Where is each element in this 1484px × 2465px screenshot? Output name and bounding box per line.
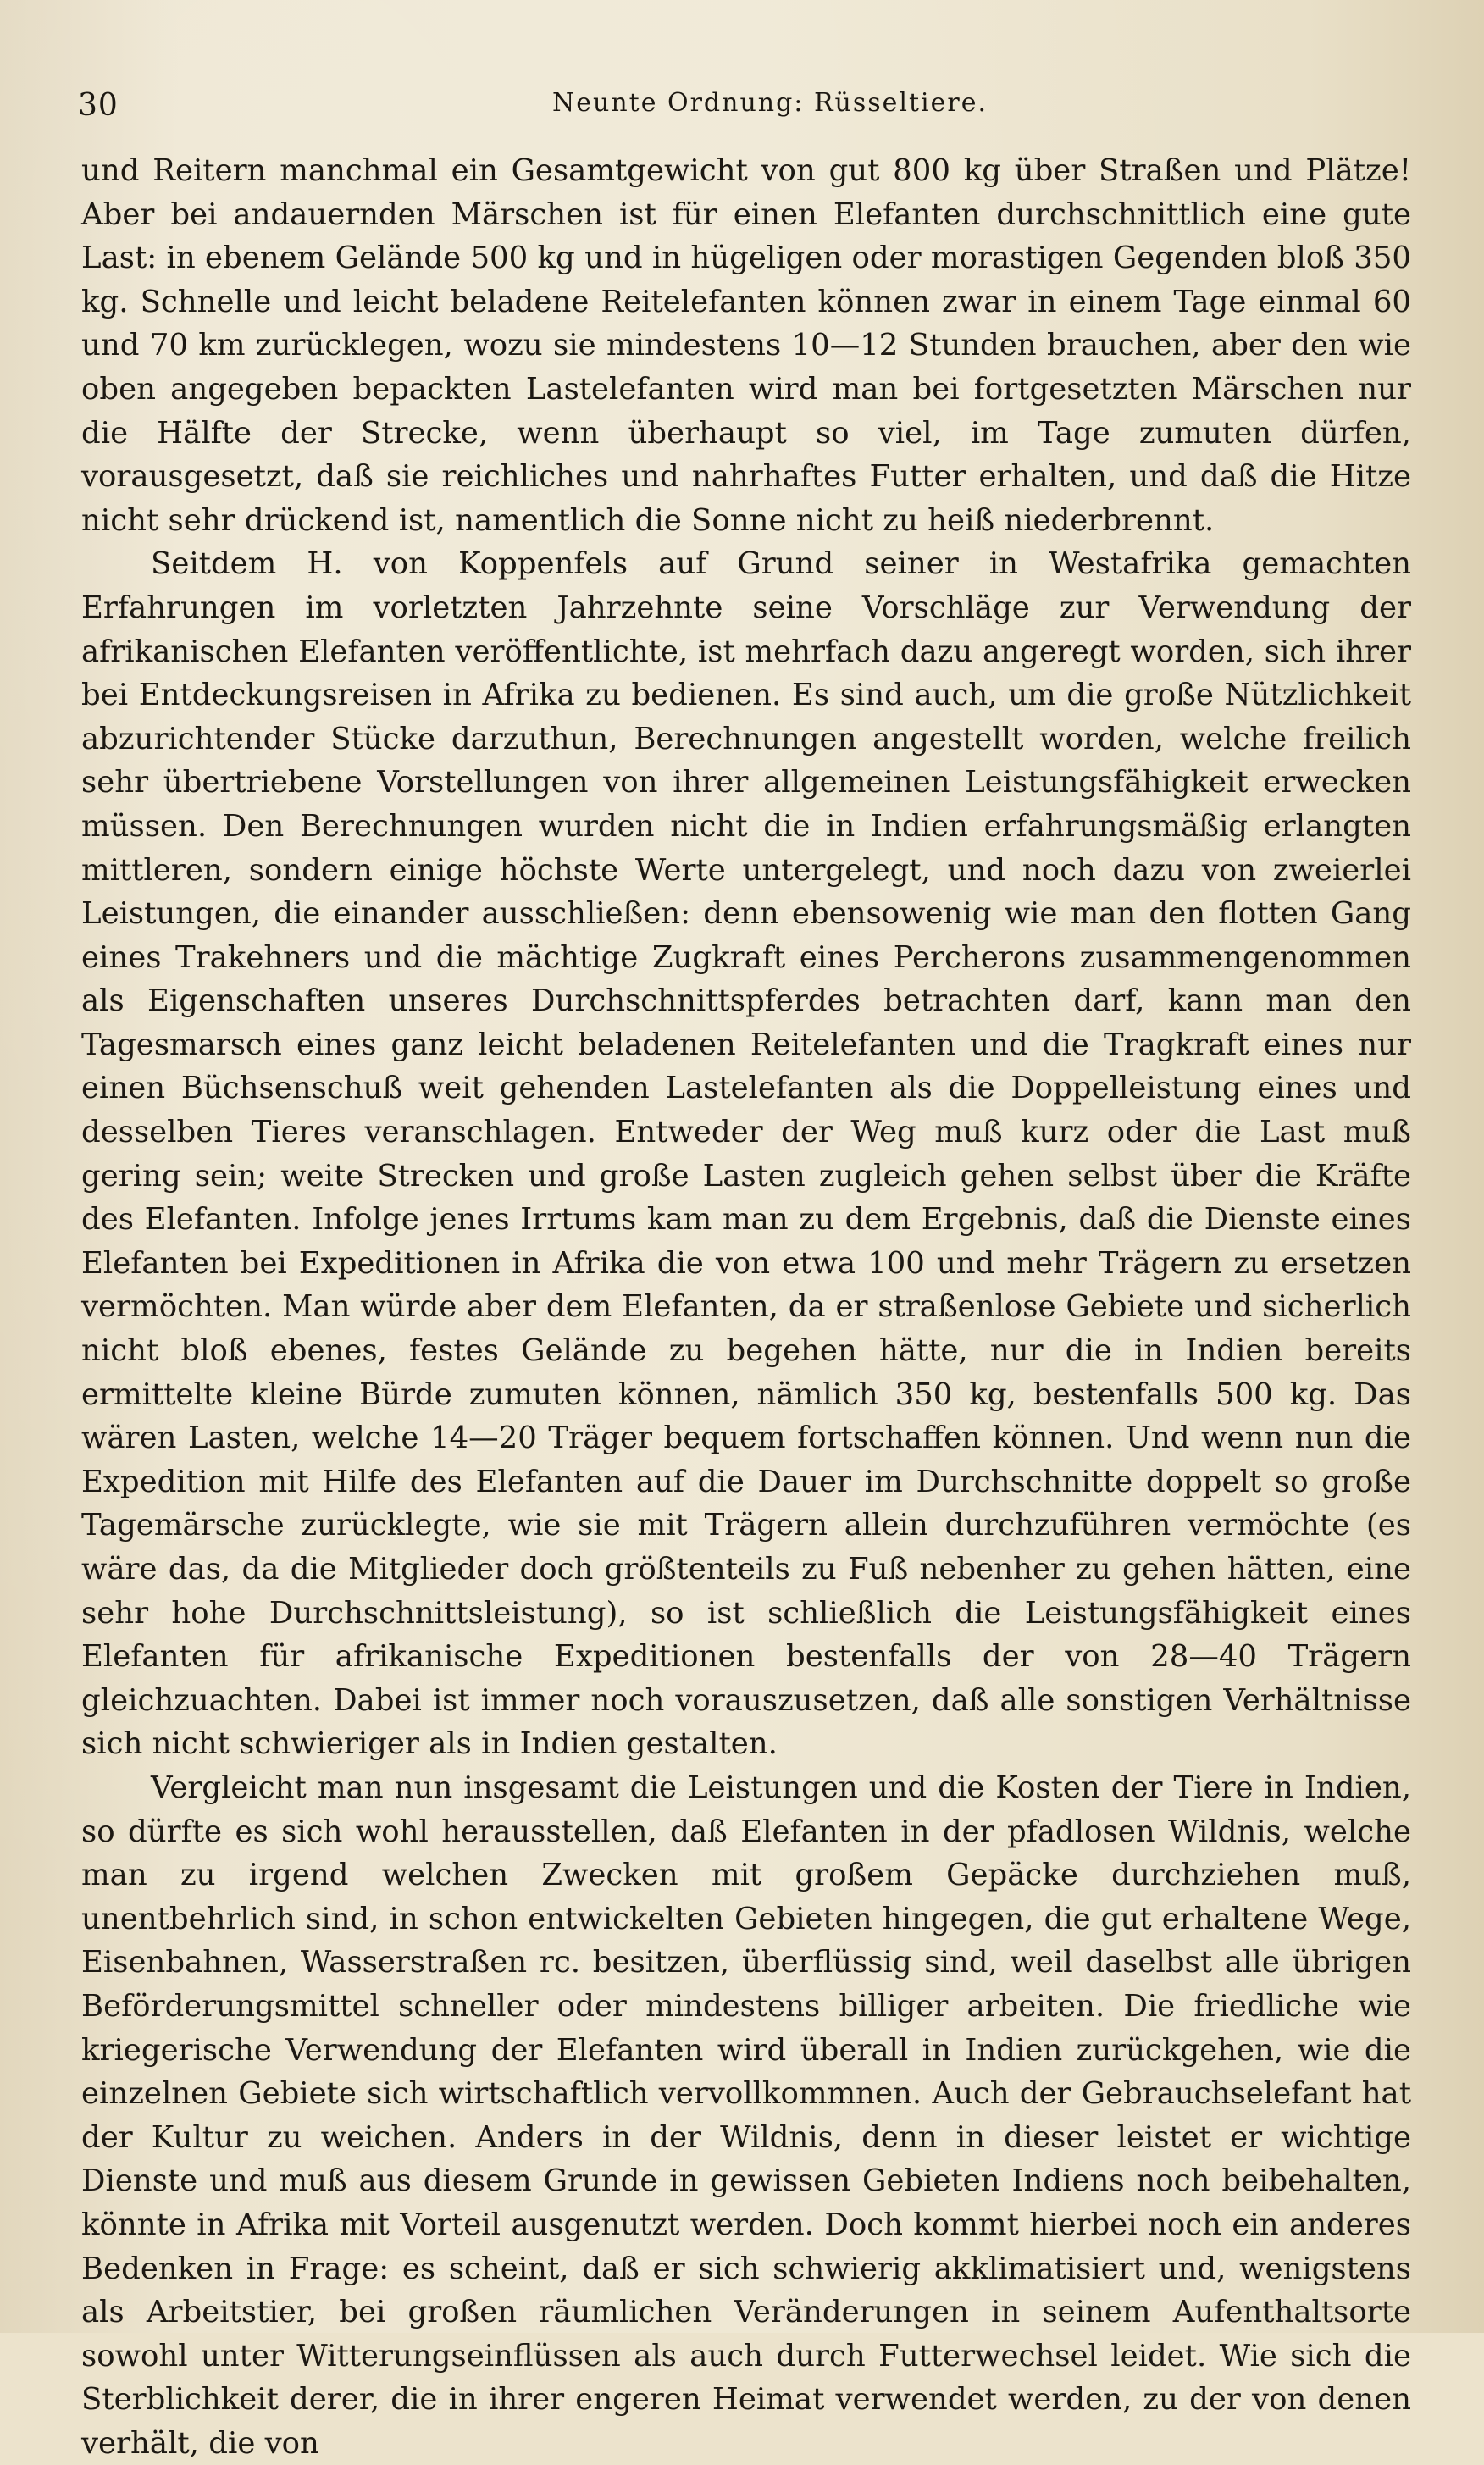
running-head: Neunte Ordnung: Rüsseltiere. (552, 88, 988, 118)
page-header (78, 81, 1416, 132)
body-text (81, 149, 1411, 2461)
page-number: 30 (78, 88, 119, 123)
paragraph-continued: und Reitern manchmal ein Gesamtgewicht von gut 800 kg über Straßen und Plätze! Aber bei andauernden Märschen ist für einen Elefanten durchschnittlich eine gute Last: in ebenem Gelände 500 kg und in hügeligen oder morastigen Gegenden bloß 350 kg. Schnelle und leicht beladene Reitelefanten können zwar in einem Tage einmal 60 und 70 km zurücklegen, wozu sie mindestens 10—12 Stunden brauchen, aber den wie oben angegeben bepackten Lastelefanten wird man bei fortgesetzten Märschen nur die Hälfte der Strecke, wenn überhaupt so viel, im Tage zumuten dürfen, vorausgesetzt, daß sie reichliches und nahrhaftes Futter erhalten, und daß die Hitze nicht sehr drückend ist, namentlich die Sonne nicht zu heiß niederbrennt. (81, 153, 1411, 538)
paragraph-comparison: Vergleicht man nun insgesamt die Leistungen und die Kosten der Tiere in Indien, so dürfte es sich wohl herausstellen, daß Elefanten in der pfadlosen Wildnis, welche man zu irgend welchen Zwecken mit großem Gepäcke durchziehen muß, unentbehrlich sind, in schon entwickelten Gebieten hingegen, die gut erhaltene Wege, Eisenbahnen, Wasserstraßen rc. besitzen, überflüssig sind, weil daselbst alle übrigen Beförderungsmittel schneller oder mindestens billiger arbeiten. Die friedliche wie kriegerische Verwendung der Elefanten wird überall in Indien zurückgehen, wie die einzelnen Gebiete sich wirtschaftlich vervollkommnen. Auch der Gebrauchselefant hat der Kultur zu weichen. Anders in der Wildnis, denn in dieser leistet er wichtige Dienste und muß aus diesem Grunde in gewissen Gebieten Indiens noch beibehalten, könnte in Afrika mit Vorteil ausgenutzt werden. Doch kommt hierbei noch ein anderes Bedenken in Frage: es scheint, daß er sich schwierig akklimatisiert und, wenigstens als Arbeitstier, bei großen räumlichen Veränderungen in seinem Aufenthaltsorte sowohl unter Witterungseinflüssen als auch durch Futterwechsel leidet. Wie sich die Sterblichkeit derer, die in ihrer engeren Heimat verwendet werden, zu der von denen verhält, die von (81, 1770, 1411, 2461)
paragraph-koppenfels: Seitdem H. von Koppenfels auf Grund seiner in Westafrika gemachten Erfahrungen im vorletzten Jahrzehnte seine Vorschläge zur Verwendung der afrikanischen Elefanten veröffentlichte, ist mehrfach dazu angeregt worden, sich ihrer bei Entdeckungsreisen in Afrika zu bedienen. Es sind auch, um die große Nützlichkeit abzurichtender Stücke darzuthun, Berechnungen angestellt worden, welche freilich sehr übertriebene Vorstellungen von ihrer allgemeinen Leistungsfähigkeit erwecken müssen. Den Berechnungen wurden nicht die in Indien erfahrungsmäßig erlangten mittleren, sondern einige höchste Werte untergelegt, und noch dazu von zweierlei Leistungen, die einander ausschließen: denn ebensowenig wie man den flotten Gang eines Trakehners und die mächtige Zugkraft eines Percherons zusammengenommen als Eigenschaften unseres Durchschnittspferdes betrachten darf, kann man den Tagesmarsch eines ganz leicht beladenen Reitelefanten und die Tragkraft eines nur einen Büchsenschuß weit gehenden Lastelefanten als die Doppelleistung eines und desselben Tieres veranschlagen. Entweder der Weg muß kurz oder die Last muß gering sein; weite Strecken und große Lasten zugleich gehen selbst über die Kräfte des Elefanten. Infolge jenes Irrtums kam man zu dem Ergebnis, daß die Dienste eines Elefanten bei Expeditionen in Afrika die von etwa 100 und mehr Trägern zu ersetzen vermöchten. Man würde aber dem Elefanten, da er straßenlose Gebiete und sicherlich nicht bloß ebenes, festes Gelände zu begehen hätte, nur die in Indien bereits ermittelte kleine Bürde zumuten können, nämlich 350 kg, bestenfalls 500 kg. Das wären Lasten, welche 14—20 Träger bequem fortschaffen können. Und wenn nun die Expedition mit Hilfe des Elefanten auf die Dauer im Durchschnitte doppelt so große Tagemärsche zurücklegte, wie sie mit Trägern allein durchzuführen vermöchte (es wäre das, da die Mitglieder doch größtenteils zu Fuß nebenher zu gehen hätten, eine sehr hohe Durchschnittsleistung), so ist schließlich die Leistungsfähigkeit eines Elefanten für afrikanische Expeditionen bestenfalls der von 28—40 Trägern gleichzuachten. Dabei ist immer noch vorauszusetzen, daß alle sonstigen Verhältnisse sich nicht schwieriger als in Indien gestalten. (81, 546, 1411, 1762)
